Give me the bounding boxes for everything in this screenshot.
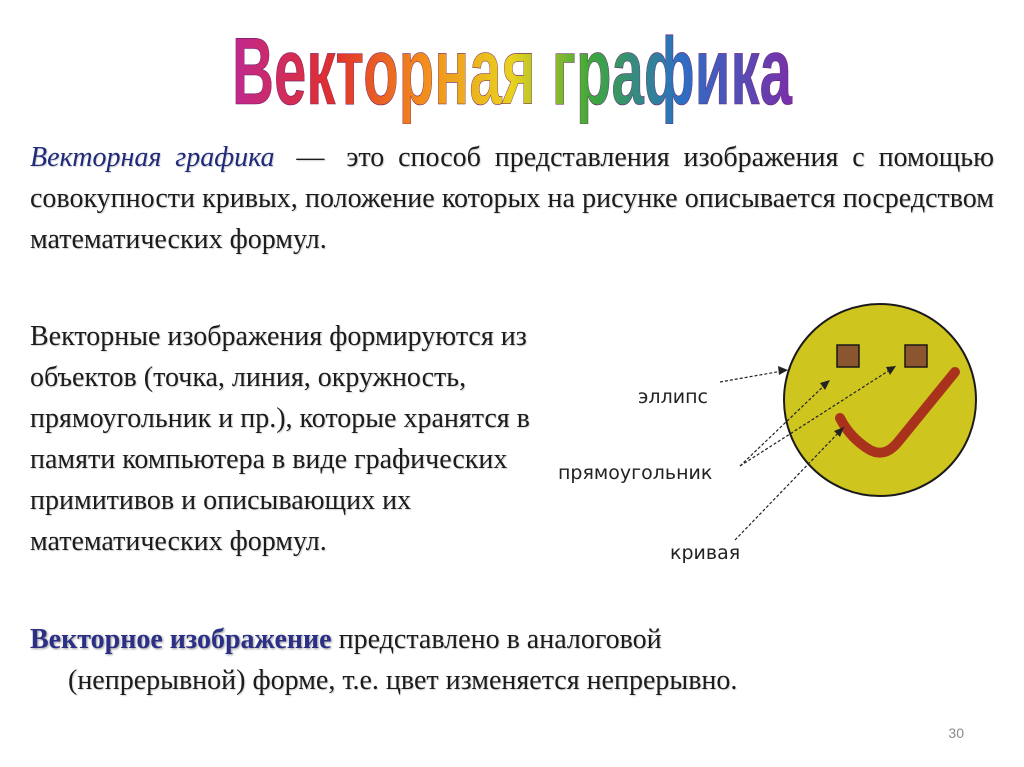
right-eye-rectangle — [905, 345, 927, 367]
page-number: 30 — [948, 725, 964, 741]
label-rectangle: прямоугольник — [558, 462, 713, 484]
left-eye-rectangle — [837, 345, 859, 367]
dash-glyph: — — [296, 142, 325, 173]
definition-text: это способ представления изображения с помощью совокупности кривых, положение которых на рисунке описывается посредством математических формул. — [30, 142, 994, 255]
pointer-ellipse — [720, 370, 788, 382]
analog-text-line1: представлено в аналоговой — [338, 624, 662, 655]
slide-title — [0, 6, 1024, 124]
arrowhead-ellipse — [778, 366, 788, 375]
label-curve: кривая — [670, 542, 741, 564]
objects-paragraph: Векторные изображения формируются из объектов (точка, линия, окружность, прямоугольник и пр.), которые хранятся в памяти компьютера в виде графических примитивов и описывающих их математических формул. — [30, 321, 530, 557]
smiley-figure — [550, 290, 1010, 580]
definition-term: Векторная графика — [30, 142, 275, 173]
smiley-diagram — [550, 290, 1010, 580]
definition-paragraph — [30, 137, 994, 260]
slide-title-text: Векторная графика — [232, 18, 793, 124]
definition-dash — [288, 137, 332, 178]
face-ellipse — [784, 304, 976, 496]
analog-paragraph — [30, 619, 930, 701]
label-ellipse: эллипс — [638, 386, 708, 408]
analog-term: Векторное изображение — [30, 624, 332, 655]
analog-text-line2: (непрерывной) форме, т.е. цвет изменяется непрерывно. — [68, 665, 738, 696]
